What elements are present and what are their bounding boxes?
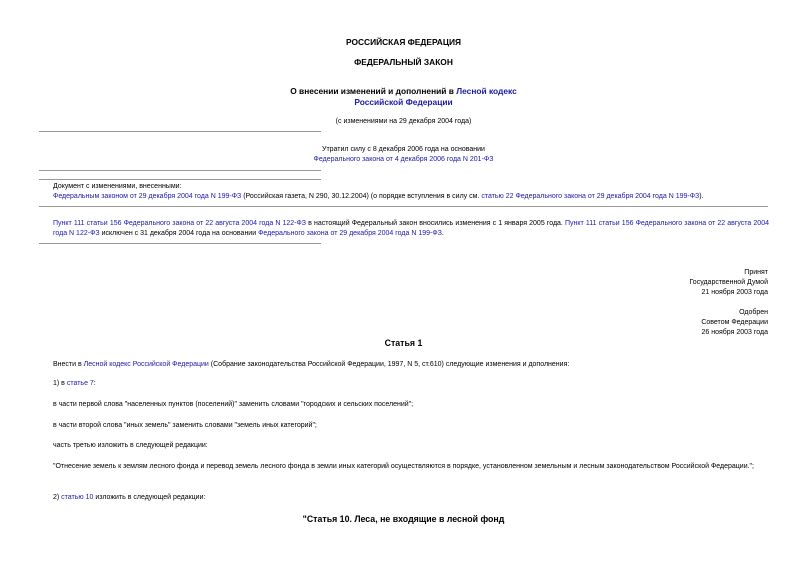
law-199-link[interactable]: Федеральным законом от 29 декабря 2004 года N 199-ФЗ [53,193,242,200]
divider [39,179,321,180]
paragraph-part-three: часть третью изложить в следующей редакции: [53,442,208,449]
item-2 [53,493,769,503]
document-title [0,86,807,108]
item-2-text: 2) [53,494,62,501]
title-prefix: О внесении изменений и дополнений в [290,86,457,96]
point-111-link[interactable]: Пункт 111 статьи 156 Федерального закона от 22 августа 2004 года N 122-ФЗ [53,220,307,227]
adopted-block [689,268,768,298]
approved-body: Советом Федерации [701,319,768,326]
changes-list [53,192,769,202]
item-2-text-end: изложить в следующей редакции: [93,494,206,501]
note-text: в настоящий Федеральный закон вносились изменения с 1 января 2005 года. [306,220,565,227]
article-7-link[interactable]: статье 7 [66,380,94,387]
forest-code-link-2[interactable]: Лесной кодекс [83,361,131,368]
country-heading: РОССИЙСКАЯ ФЕДЕРАЦИЯ [345,37,462,47]
paragraph-new-text: "Отнесение земель к землям лесного фонда и перевод земель лесного фонда в земли иных категорий осуществляются в порядке, установленном земельным и лесным законодательством Российской Федерации."; [53,463,754,470]
approved-block [701,308,768,338]
amendment-note [53,219,769,239]
divider [39,170,321,171]
article-22-link[interactable]: статью 22 Федерального закона от 29 декабря 2004 года N 199-ФЗ [481,193,700,200]
changes-intro: Документ с изменениями, внесенными: [53,183,182,190]
divider [39,243,321,244]
approved-date: 26 ноября 2003 года [701,329,768,336]
void-law-link[interactable]: Федерального закона от 4 декабря 2006 года N 201-ФЗ [313,156,494,163]
void-notice-line [0,155,807,165]
intro-text-2: (Собрание законодательства Российской Федерации, 1997, N 5, ст.610) следующие изменения и дополнения: [208,361,570,368]
article-10-heading: "Статья 10. Леса, не входящие в лесной фонд [302,514,505,524]
item-1-text: 1) в [53,380,67,387]
law-199-link-2[interactable]: Федерального закона от 29 декабря 2004 года N 199-ФЗ [258,230,442,237]
note-text-end: . [441,230,444,237]
paragraph-part-one: в части первой слова "населенных пунктов (поселений)" заменить словами "городских и сельских поселений"; [53,401,414,408]
forest-code-link[interactable]: Лесной кодекс [456,86,517,96]
item-1 [53,379,769,389]
divider [39,206,768,207]
article-10-link[interactable]: статью 10 [61,494,94,501]
note-text-2: исключен с 31 декабря 2004 года на основании [99,230,259,237]
void-notice-text: Утратил силу с 8 декабря 2006 года на основании [322,146,485,153]
point-111-link-2[interactable]: Пункт 111 статьи 156 Федерального закона от 22 августа 2004 года N 122-ФЗ [53,220,769,237]
divider [39,131,321,132]
adopted-body: Государственной Думой [689,279,768,286]
law-type-heading: ФЕДЕРАЛЬНЫЙ ЗАКОН [354,57,453,67]
changes-text-end: ). [699,193,704,200]
amended-note: (с изменениями на 29 декабря 2004 года) [335,118,472,125]
approved-label: Одобрен [739,309,768,316]
adopted-label: Принят [744,269,768,276]
adopted-date: 21 ноября 2003 года [701,289,768,296]
russian-federation-link[interactable]: Российской Федерации [354,97,453,107]
intro-text: Внести в [53,361,84,368]
russian-federation-link-2[interactable]: Российской Федерации [132,361,209,368]
article-1-intro [53,360,769,370]
paragraph-part-two: в части второй слова "иных земель" заменить словами "земель иных категорий"; [53,422,317,429]
item-1-text-end: : [93,380,96,387]
changes-text: (Российская газета, N 290, 30.12.2004) (о порядке вступления в силу см. [241,193,482,200]
article-1-heading: Статья 1 [384,338,423,348]
